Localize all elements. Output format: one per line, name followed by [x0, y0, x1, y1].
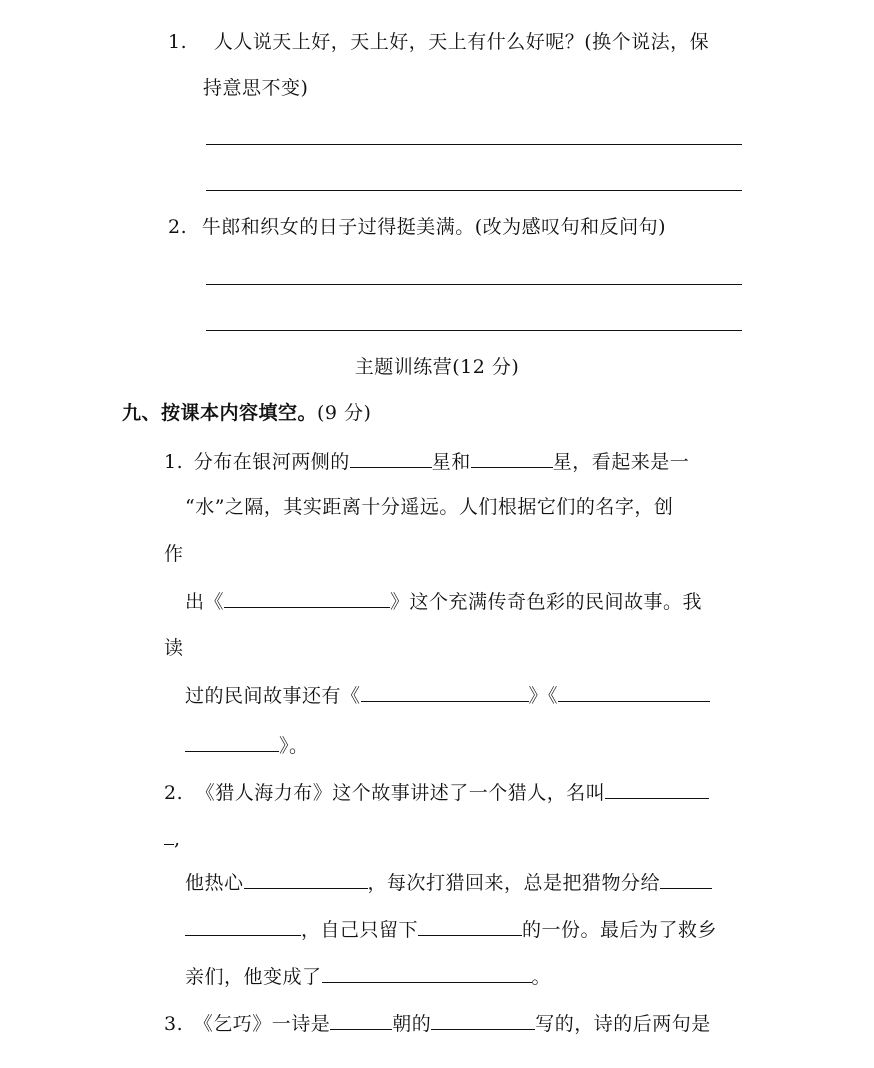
blank-share-to-a[interactable] — [660, 870, 712, 889]
blank-dynasty[interactable] — [330, 1011, 392, 1030]
blank-star-1[interactable] — [350, 449, 432, 468]
q9-heading-score: (9 分) — [317, 402, 372, 424]
q8-item1-line2: 持意思不变) — [203, 77, 309, 99]
q9-item2-line2 — [164, 826, 181, 851]
blank-became[interactable] — [322, 964, 532, 983]
blank-folk-story-2b[interactable] — [185, 733, 279, 752]
q8-item1-line1 — [168, 30, 709, 54]
q9-item2-text-d: ，每次打猎回来，总是把猎物分给 — [367, 872, 661, 894]
q9-item1-line2: “水”之隔，其实距离十分遥远。人们根据它们的名字，创 — [185, 496, 674, 518]
q9-item2-text-c: 他热心 — [185, 872, 244, 894]
q9-item1-number: 1. — [164, 451, 184, 473]
q9-item1-text-d: 出《 — [185, 591, 225, 613]
q9-item3-text-a: 《乞巧》一诗是 — [193, 1013, 331, 1035]
q9-heading-text: 九、按课本内容填空。 — [122, 402, 318, 424]
section-title: 主题训练营(12 分) — [354, 356, 520, 378]
q9-item2-text-h: 。 — [531, 966, 552, 988]
q9-item1-line3: 作 — [164, 543, 184, 565]
q9-item2-line3 — [185, 870, 712, 895]
q9-item3-text-c: 写的，诗的后两句是 — [535, 1013, 711, 1035]
blank-warm-hearted[interactable] — [244, 870, 368, 889]
q9-item2-line1 — [164, 780, 709, 805]
q8-item1-answer-line-1[interactable] — [206, 144, 742, 145]
q9-item2-line4 — [185, 917, 717, 942]
q9-item2-text-g: 亲们，他变成了 — [185, 966, 322, 988]
q9-heading — [122, 401, 371, 425]
blank-keep-share[interactable] — [418, 917, 522, 936]
q9-item1-line6 — [185, 683, 710, 708]
q9-item2-text-b: , — [174, 828, 181, 850]
q9-item1-text-h: 》。 — [279, 735, 309, 757]
q8-item2-text: 牛郎和织女的日子过得挺美满。(改为感叹句和反问句) — [201, 216, 667, 238]
q8-item2-line1 — [168, 215, 666, 239]
q8-item1-number: 1. — [168, 31, 188, 53]
q9-item1-text-a: 分布在银河两侧的 — [193, 451, 350, 473]
q8-item2-answer-line-1[interactable] — [206, 284, 742, 285]
blank-star-2[interactable] — [471, 449, 553, 468]
q9-item1-text-e: 》这个充满传奇色彩的民间故事。我 — [390, 591, 703, 613]
q9-item1-text-f: 过的民间故事还有《 — [185, 685, 361, 707]
q9-item2-line5 — [185, 964, 551, 989]
q9-item1-text-g: 》《 — [528, 685, 559, 707]
q9-item2-text-e: ，自己只留下 — [301, 919, 419, 941]
q9-item3-number: 3. — [164, 1013, 184, 1035]
q8-item1-answer-line-2[interactable] — [206, 190, 742, 191]
q9-item2-text-a: 《猎人海力布》这个故事讲述了一个猎人，名叫 — [195, 782, 606, 804]
blank-folk-story-1[interactable] — [361, 683, 529, 702]
q9-item1-line4 — [185, 589, 702, 614]
q9-item1-text-c: 星，看起来是一 — [552, 451, 690, 473]
q9-item1-line1 — [164, 449, 689, 474]
q9-item3-line1 — [164, 1011, 711, 1036]
q9-item1-line7 — [185, 733, 309, 758]
blank-share-to-b[interactable] — [185, 917, 301, 936]
q8-item2-number: 2. — [168, 216, 188, 238]
q8-item1-text: 人人说天上好，天上好，天上有什么好呢？(换个说法，保 — [213, 31, 710, 53]
blank-poet[interactable] — [431, 1011, 535, 1030]
q9-item2-text-f: 的一份。最后为了救乡 — [522, 919, 718, 941]
q8-item2-answer-line-2[interactable] — [206, 330, 742, 331]
q9-item1-text-b: 星和 — [431, 451, 471, 473]
blank-hunter-name-b[interactable] — [164, 826, 174, 845]
q9-item2-number: 2. — [164, 782, 184, 804]
blank-folk-story-2a[interactable] — [558, 683, 710, 702]
q9-item1-line5: 读 — [164, 637, 184, 659]
q9-item3-text-b: 朝的 — [392, 1013, 432, 1035]
blank-hunter-name-a[interactable] — [605, 780, 709, 799]
blank-story-title[interactable] — [224, 589, 390, 608]
